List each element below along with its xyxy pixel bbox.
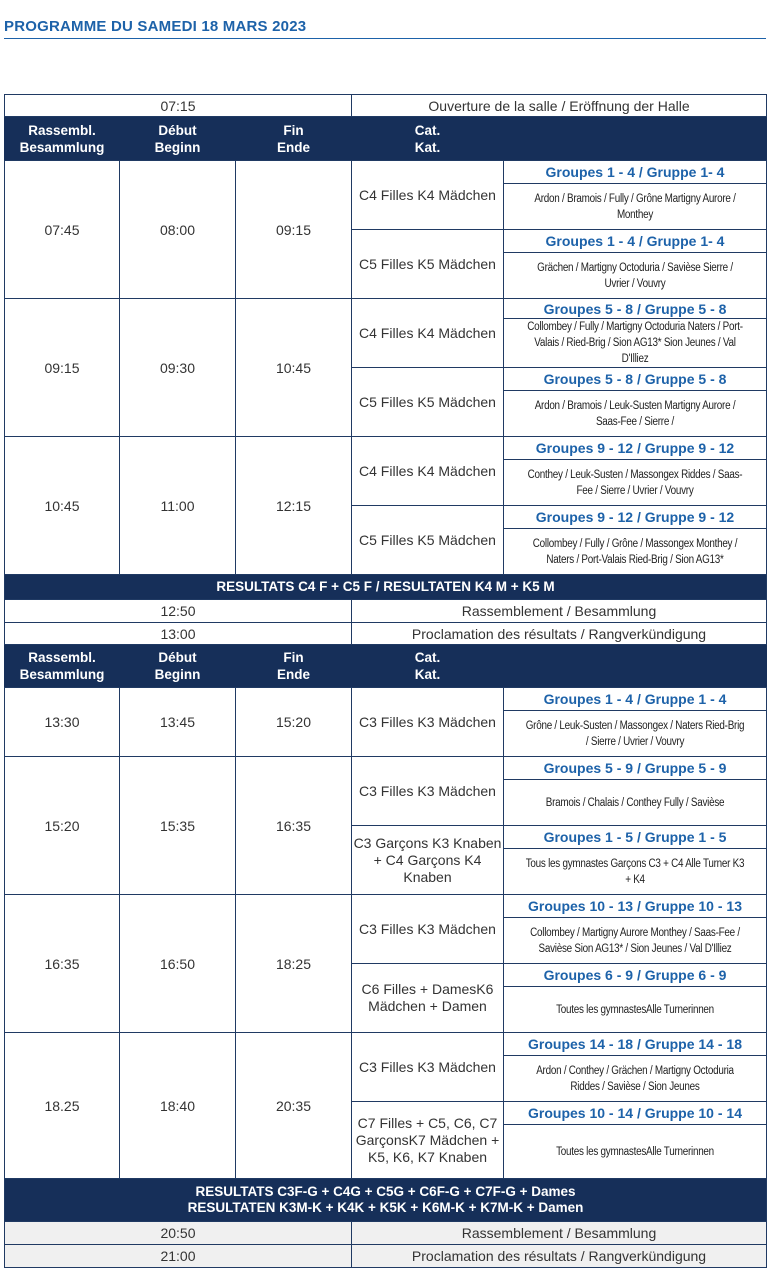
debut-time: 13:45 [120, 688, 236, 757]
club-list: Collombey / Fully / Grône / Massongex Monthey / Naters / Port-Valais Ried-Brig / Sion AG13* [532, 537, 738, 566]
header-fin [236, 117, 352, 161]
info-time: 13:00 [5, 623, 352, 645]
title-rule [4, 38, 766, 39]
group-cell [504, 437, 767, 506]
group-label: Groupes 5 - 8 / Gruppe 5 - 8 [504, 368, 766, 391]
group-cell [504, 368, 767, 437]
info-time: 12:50 [5, 600, 352, 623]
info-text: Rassemblement / Besammlung [352, 600, 767, 623]
group-cell [504, 1102, 767, 1179]
info-row [5, 95, 767, 117]
group-label: Groupes 9 - 12 / Gruppe 9 - 12 [504, 437, 766, 460]
header-cat-fr: Cat. [414, 122, 441, 138]
page-title: PROGRAMME DU SAMEDI 18 MARS 2023 [4, 18, 307, 35]
group-cell [504, 161, 767, 230]
category: C3 Filles K3 Mädchen [352, 688, 504, 757]
club-list: Collombey / Fully / Martigny Octoduria Naters / Port-Valais / Ried-Brig / Sion AG13* Sion Jeunes / Val D'Illiez [527, 321, 743, 365]
category: C3 Filles K3 Mädchen [352, 1033, 504, 1102]
header-cat-de: Kat. [414, 667, 441, 682]
fin-time: 09:15 [236, 161, 352, 299]
club-list: Toutes les gymnastesAlle Turnerinnen [556, 1145, 714, 1158]
group-label: Groupes 10 - 14 / Gruppe 10 - 14 [504, 1102, 766, 1125]
programme-table [4, 94, 767, 1268]
rassembl-time: 13:30 [5, 688, 120, 757]
fin-time: 16:35 [236, 757, 352, 895]
header-cat-de: Kat. [414, 139, 441, 155]
category: C7 Filles + C5, C6, C7 GarçonsK7 Mädchen + K5, K6, K7 Knaben [352, 1102, 504, 1179]
fin-time: 15:20 [236, 688, 352, 757]
info-text: Proclamation des résultats / Rangverkündigung [352, 623, 767, 645]
header-debut-fr: Début [158, 122, 197, 138]
category: C5 Filles K5 Mädchen [352, 506, 504, 575]
group-label: Groupes 5 - 8 / Gruppe 5 - 8 [504, 299, 766, 319]
info-time: 21:00 [5, 1245, 352, 1268]
club-list: Grächen / Martigny Octoduria / Savièse Sierre / Uvrier / Vouvry [537, 261, 733, 290]
info-text: Rassemblement / Besammlung [352, 1222, 767, 1245]
rassembl-time: 09:15 [5, 299, 120, 437]
header-debut-de: Beginn [154, 667, 201, 682]
header-cat-fr: Cat. [414, 650, 441, 665]
debut-time: 15:35 [120, 757, 236, 895]
group-cell [504, 299, 767, 368]
header-rassembl-de: Besammlung [19, 139, 105, 155]
debut-time: 18:40 [120, 1033, 236, 1179]
category: C5 Filles K5 Mädchen [352, 230, 504, 299]
category: C3 Garçons K3 Knaben + C4 Garçons K4 Knaben [352, 826, 504, 895]
results-label-line: RESULTATS C3F-G + C4G + C5G + C6F-G + C7F-G + Dames [195, 1184, 576, 1199]
header-fin [236, 645, 352, 688]
info-time: 07:15 [5, 95, 352, 117]
category: C4 Filles K4 Mädchen [352, 299, 504, 368]
header-rassembl-de: Besammlung [19, 667, 105, 682]
rassembl-time: 18.25 [5, 1033, 120, 1179]
group-cell [504, 757, 767, 826]
club-list: Toutes les gymnastesAlle Turnerinnen [556, 1003, 714, 1016]
header-fin-de: Ende [276, 667, 310, 682]
group-cell [504, 1033, 767, 1102]
group-label: Groupes 9 - 12 / Gruppe 9 - 12 [504, 506, 766, 529]
info-time: 20:50 [5, 1222, 352, 1245]
club-list: Collombey / Martigny Aurore Monthey / Saas-Fee / Savièse Sion AG13* / Sion Jeunes / Val D'Illiez [530, 926, 740, 955]
group-cell [504, 964, 767, 1033]
fin-time: 10:45 [236, 299, 352, 437]
header-rassembl-fr: Rassembl. [28, 122, 96, 138]
category: C5 Filles K5 Mädchen [352, 368, 504, 437]
club-list: Bramois / Chalais / Conthey Fully / Savièse [545, 796, 725, 809]
column-header-row [5, 645, 767, 688]
schedule-row [5, 1033, 767, 1102]
info-row [5, 623, 767, 645]
header-cat [352, 645, 504, 688]
category: C3 Filles K3 Mädchen [352, 757, 504, 826]
category: C4 Filles K4 Mädchen [352, 437, 504, 506]
header-debut-fr: Début [158, 650, 197, 665]
header-fin-fr: Fin [283, 122, 304, 138]
category: C6 Filles + DamesK6 Mädchen + Damen [352, 964, 504, 1033]
group-cell [504, 895, 767, 964]
rassembl-time: 07:45 [5, 161, 120, 299]
schedule-row [5, 437, 767, 506]
fin-time: 18:25 [236, 895, 352, 1033]
info-row [5, 1222, 767, 1245]
header-blank [504, 117, 767, 161]
info-text: Ouverture de la salle / Eröffnung der Halle [352, 95, 767, 117]
fin-time: 12:15 [236, 437, 352, 575]
schedule-row [5, 688, 767, 757]
rassembl-time: 10:45 [5, 437, 120, 575]
group-label: Groupes 14 - 18 / Gruppe 14 - 18 [504, 1033, 766, 1056]
group-label: Groupes 1 - 4 / Gruppe 1 - 4 [504, 688, 766, 711]
results-label [5, 575, 767, 600]
header-debut-de: Beginn [154, 139, 201, 155]
club-list: Ardon / Conthey / Grächen / Martigny Octoduria Riddes / Savièse / Sion Jeunes [536, 1064, 734, 1093]
header-rassembl [5, 117, 120, 161]
header-cat [352, 117, 504, 161]
debut-time: 09:30 [120, 299, 236, 437]
header-rassembl [5, 645, 120, 688]
header-debut [120, 645, 236, 688]
results-label [5, 1179, 767, 1222]
debut-time: 11:00 [120, 437, 236, 575]
group-label: Groupes 5 - 9 / Gruppe 5 - 9 [504, 757, 766, 780]
group-label: Groupes 10 - 13 / Gruppe 10 - 13 [504, 895, 766, 918]
info-row [5, 1245, 767, 1268]
results-label-line: RESULTATS C4 F + C5 F / RESULTATEN K4 M + K5 M [216, 579, 555, 594]
rassembl-time: 16:35 [5, 895, 120, 1033]
club-list: Grône / Leuk-Susten / Massongex / Naters Ried-Brig / Sierre / Uvrier / Vouvry [525, 719, 745, 748]
group-label: Groupes 1 - 4 / Gruppe 1- 4 [504, 230, 766, 253]
info-text: Proclamation des résultats / Rangverkündigung [352, 1245, 767, 1268]
group-cell [504, 506, 767, 575]
debut-time: 08:00 [120, 161, 236, 299]
header-rassembl-fr: Rassembl. [28, 650, 96, 665]
club-list: Conthey / Leuk-Susten / Massongex Riddes / Saas-Fee / Sierre / Uvrier / Vouvry [527, 468, 743, 497]
debut-time: 16:50 [120, 895, 236, 1033]
results-label-line: RESULTATEN K3M-K + K4K + K5K + K6M-K + K7M-K + Damen [187, 1200, 584, 1215]
header-fin-fr: Fin [283, 650, 304, 665]
header-debut [120, 117, 236, 161]
schedule-row [5, 895, 767, 964]
results-row [5, 1179, 767, 1222]
results-row [5, 575, 767, 600]
fin-time: 20:35 [236, 1033, 352, 1179]
header-blank [504, 645, 767, 688]
group-label: Groupes 6 - 9 / Gruppe 6 - 9 [504, 964, 766, 987]
group-cell [504, 826, 767, 895]
club-list: Ardon / Bramois / Leuk-Susten Martigny Aurore / Saas-Fee / Sierre / [534, 399, 736, 428]
category: C3 Filles K3 Mädchen [352, 895, 504, 964]
club-list: Ardon / Bramois / Fully / Grône Martigny Aurore / Monthey [534, 192, 736, 221]
group-cell [504, 230, 767, 299]
rassembl-time: 15:20 [5, 757, 120, 895]
schedule-row [5, 161, 767, 230]
group-label: Groupes 1 - 5 / Gruppe 1 - 5 [504, 826, 766, 849]
info-row [5, 600, 767, 623]
category: C4 Filles K4 Mädchen [352, 161, 504, 230]
column-header-row [5, 117, 767, 161]
schedule-row [5, 299, 767, 368]
group-label: Groupes 1 - 4 / Gruppe 1- 4 [504, 161, 766, 184]
group-cell [504, 688, 767, 757]
schedule-row [5, 757, 767, 826]
header-fin-de: Ende [276, 139, 310, 155]
club-list: Tous les gymnastes Garçons C3 + C4 Alle Turner K3 + K4 [525, 857, 745, 886]
